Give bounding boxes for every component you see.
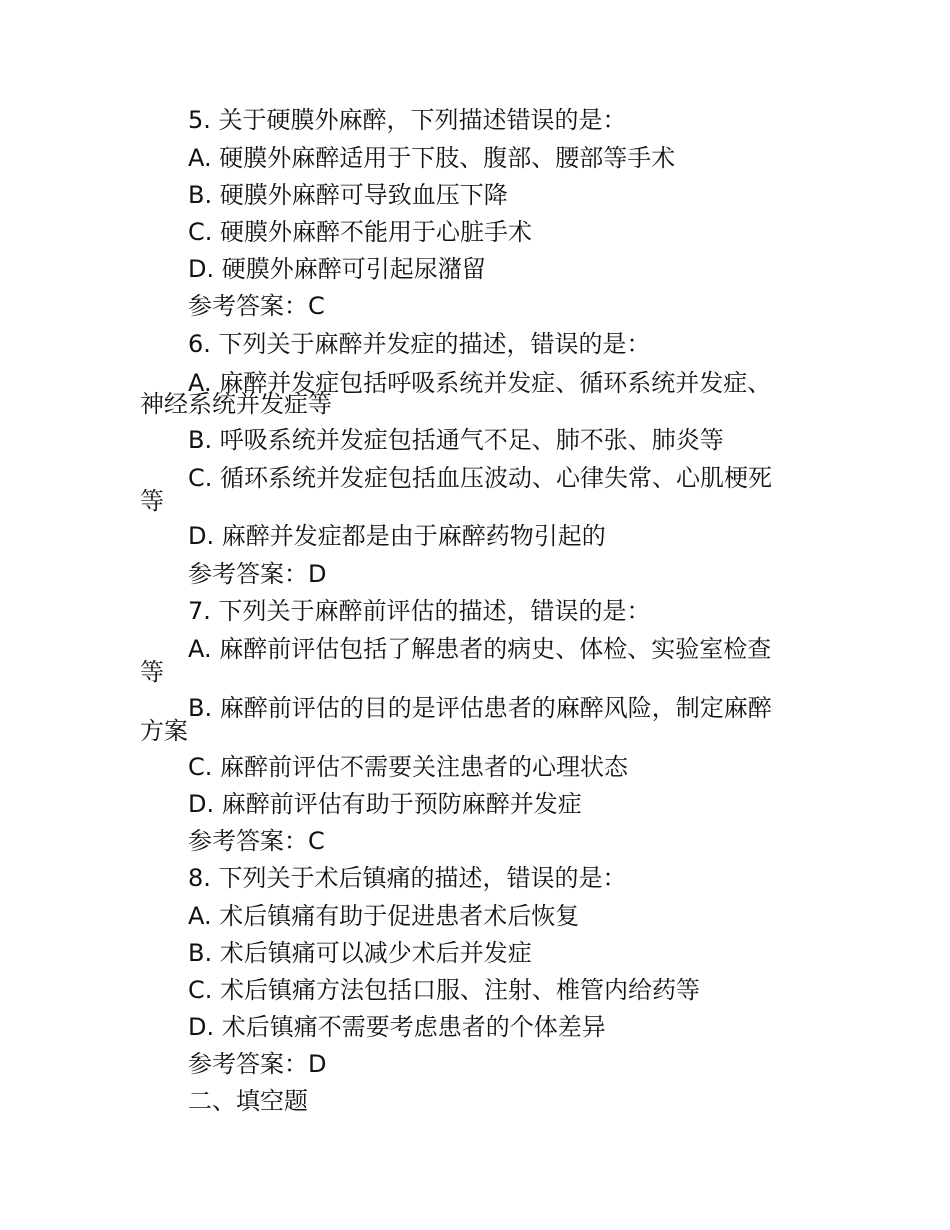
question-6-option-a: A. 麻醉并发症包括呼吸系统并发症、循环系统并发症、 [188, 369, 772, 397]
question-7-answer: 参考答案：C [188, 827, 325, 855]
section-heading-fill-in-blank: 二、填空题 [188, 1087, 308, 1115]
question-8-option-d: D. 术后镇痛不需要考虑患者的个体差异 [188, 1013, 606, 1041]
question-6-answer: 参考答案：D [188, 560, 327, 588]
question-6-option-a-continued: 神经系统并发症等 [140, 390, 332, 418]
question-7-option-b-continued: 方案 [140, 717, 188, 745]
question-8-stem: 8. 下列关于术后镇痛的描述，错误的是： [188, 864, 627, 892]
question-7-option-a: A. 麻醉前评估包括了解患者的病史、体检、实验室检查 [188, 635, 772, 663]
question-6-option-c-continued: 等 [140, 487, 164, 515]
question-7-stem: 7. 下列关于麻醉前评估的描述，错误的是： [188, 597, 651, 625]
question-7-option-c: C. 麻醉前评估不需要关注患者的心理状态 [188, 753, 629, 781]
question-6-option-c: C. 循环系统并发症包括血压波动、心律失常、心肌梗死 [188, 464, 773, 492]
question-8-option-a: A. 术后镇痛有助于促进患者术后恢复 [188, 902, 580, 930]
question-6-option-b: B. 呼吸系统并发症包括通气不足、肺不张、肺炎等 [188, 426, 724, 454]
question-8-option-c: C. 术后镇痛方法包括口服、注射、椎管内给药等 [188, 976, 701, 1004]
question-7-option-b: B. 麻醉前评估的目的是评估患者的麻醉风险，制定麻醉 [188, 694, 772, 722]
question-6-option-d: D. 麻醉并发症都是由于麻醉药物引起的 [188, 522, 606, 550]
question-8-option-b: B. 术后镇痛可以减少术后并发症 [188, 939, 532, 967]
question-8-answer: 参考答案：D [188, 1050, 327, 1078]
question-6-stem: 6. 下列关于麻醉并发症的描述，错误的是： [188, 330, 651, 358]
question-5-option-b: B. 硬膜外麻醉可导致血压下降 [188, 181, 508, 209]
question-5-option-a: A. 硬膜外麻醉适用于下肢、腹部、腰部等手术 [188, 144, 676, 172]
question-5-stem: 5. 关于硬膜外麻醉，下列描述错误的是： [188, 106, 627, 134]
question-5-option-c: C. 硬膜外麻醉不能用于心脏手术 [188, 218, 533, 246]
question-7-option-a-continued: 等 [140, 658, 164, 686]
question-5-answer: 参考答案：C [188, 292, 325, 320]
question-7-option-d: D. 麻醉前评估有助于预防麻醉并发症 [188, 790, 582, 818]
question-5-option-d: D. 硬膜外麻醉可引起尿潴留 [188, 255, 486, 283]
